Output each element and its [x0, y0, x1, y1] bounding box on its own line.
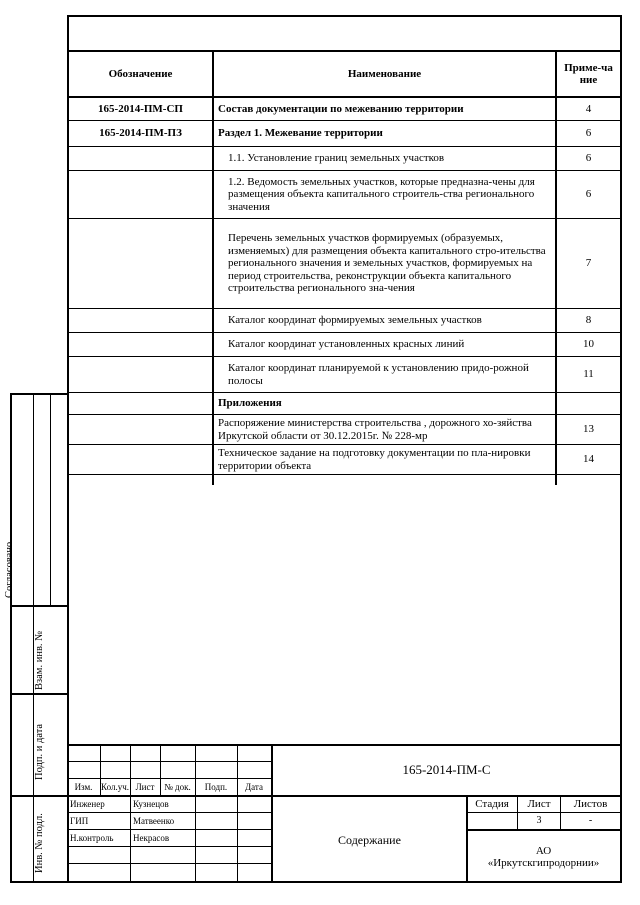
row-name: Каталог координат планируемой к установлению придо-рожной полосы	[228, 362, 529, 387]
row-note: 14	[583, 453, 594, 466]
row-note: 11	[583, 368, 594, 381]
tb-col-label-4: Подп.	[204, 782, 228, 793]
stage-label: Стадия	[475, 798, 509, 811]
tb-col-5	[237, 744, 238, 883]
row-designation	[69, 309, 212, 332]
row-designation	[69, 147, 212, 170]
tb-person-0: Кузнецов	[133, 799, 169, 809]
row-name: Каталог координат формируемых земельных участков	[228, 314, 482, 327]
side-strip-line-2	[10, 693, 69, 695]
row-name: 1.1. Установление границ земельных участков	[228, 152, 445, 165]
org-name	[467, 831, 620, 883]
sheets-value: -	[588, 814, 593, 826]
row-name: Каталог координат установленных красных линий	[228, 338, 465, 351]
sheet-value: 3	[536, 814, 542, 826]
row-designation	[69, 445, 212, 474]
row-note: 6	[585, 188, 592, 201]
tb-col-label-5: Дата	[245, 782, 263, 793]
tb-role-1: ГИП	[70, 816, 89, 826]
side-replace-inv: Взам. инв. №	[34, 630, 45, 690]
tb-person-1: Матвеенко	[133, 816, 175, 826]
row-designation	[69, 415, 212, 444]
row-name: Техническое задание на подготовку документации по пла-нировки территории объекта	[218, 447, 531, 472]
sheets-label: Листов	[573, 798, 608, 811]
side-strip-line-1	[10, 605, 69, 607]
tb-person-2: Некрасов	[133, 833, 170, 843]
row-note: 8	[585, 314, 592, 327]
tb-col-label-2: Лист	[135, 782, 155, 793]
row-name: Перечень земельных участков формируемых (образуемых, изменяемых) для размещения объекта капитального стро-ительства регионального значения и земельных участков, формируемых на период строительства, реконструкции объекта капитального строительства регионального зна-чения	[228, 232, 546, 295]
row-note	[557, 393, 620, 414]
tb-row-7	[67, 863, 271, 864]
row-note: 13	[583, 423, 594, 436]
row-name: Распоряжение министерства строительства , дорожного хо-зяйства Иркутской области от 30.12.2015г. № 228-мр	[218, 417, 532, 442]
org-line-1: АО	[535, 844, 552, 857]
tb-col-4	[195, 744, 196, 883]
row-name: Состав документации по межеванию территории	[218, 103, 464, 116]
header-note-label: Приме-чание	[564, 61, 613, 86]
tb-role-0: Инженер	[70, 799, 105, 809]
tb-row-2	[67, 778, 271, 779]
row-designation	[69, 393, 212, 414]
side-inv-orig: Инв. № подл.	[34, 813, 45, 873]
row-designation: 165-2014-ПМ-ПЗ	[99, 127, 182, 140]
document-title: Содержание	[338, 832, 401, 847]
document-code: 165-2014-ПМ-С	[402, 762, 491, 778]
header-designation: Обозначение	[108, 67, 173, 80]
row-note: 7	[585, 257, 592, 270]
row-name: Приложения	[218, 397, 282, 410]
tb-col-label-3: № док.	[164, 782, 191, 793]
sheet-label: Лист	[527, 798, 551, 811]
tb-col-2	[130, 744, 131, 883]
row-note: 6	[585, 152, 592, 165]
tb-row-5	[67, 829, 271, 830]
side-sign-date: Подп. и дата	[34, 723, 45, 780]
row-name: 1.2. Ведомость земельных участков, которые предназна-чены для размещения объекта капитального строитель-ства регионального значения	[228, 175, 535, 213]
row-designation	[69, 357, 212, 392]
side-strip-col-2	[50, 393, 51, 605]
tb-col-label-1: Кол.уч.	[101, 782, 129, 793]
row-designation	[69, 171, 212, 218]
row-note: 6	[585, 127, 592, 140]
row-name: Раздел 1. Межевание территории	[218, 127, 383, 140]
tb-role-2: Н.контроль	[70, 833, 114, 843]
tb-row-6	[67, 846, 271, 847]
row-designation	[69, 333, 212, 356]
side-agreed: Согласовано	[4, 541, 15, 598]
side-strip-line-3	[10, 795, 69, 797]
tb-col-label-0: Изм.	[74, 782, 93, 793]
tb-row-1	[67, 761, 271, 762]
row-note: 10	[583, 338, 594, 351]
row-designation	[69, 219, 212, 308]
row-designation: 165-2014-ПМ-СП	[98, 103, 183, 116]
header-name: Наименование	[347, 67, 422, 80]
org-line-2: «Иркутскгипродорнии»	[487, 857, 600, 869]
tb-row-4	[67, 812, 271, 813]
row-note: 4	[585, 103, 592, 116]
table-row-line	[67, 474, 622, 475]
header-note	[557, 52, 620, 96]
